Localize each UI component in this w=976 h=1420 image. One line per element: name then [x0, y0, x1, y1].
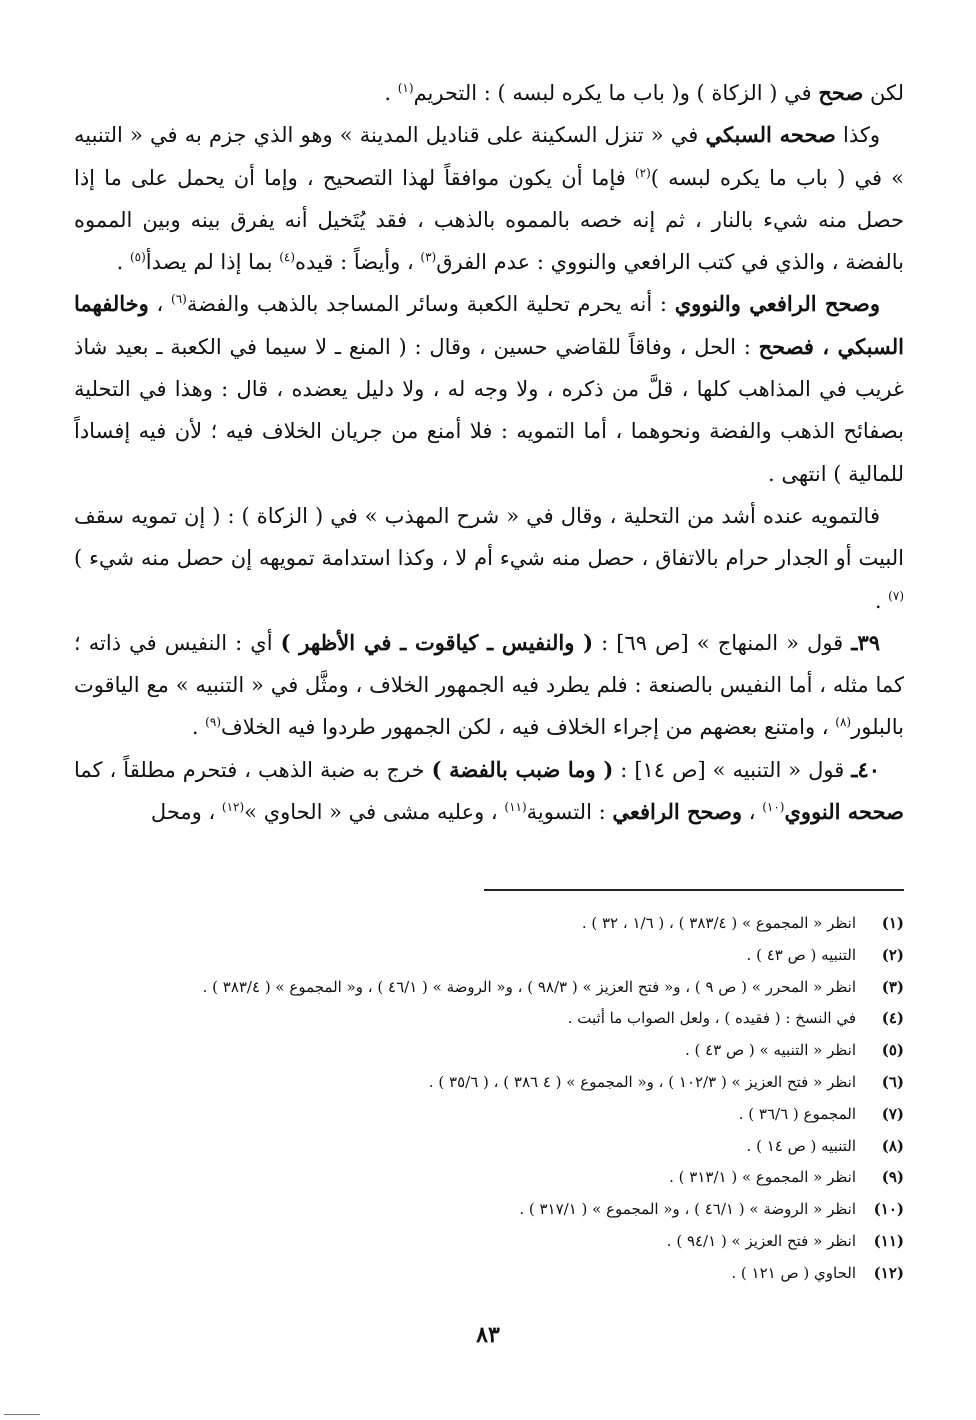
bold-text: وصحح الرافعي والنووي — [674, 291, 880, 317]
footnote-ref: (٣) — [420, 250, 437, 265]
footnote — [74, 1131, 904, 1163]
text-run: ، — [742, 800, 763, 825]
paragraph — [74, 72, 904, 114]
footnote-number: (١٢) — [873, 1263, 904, 1282]
text-run: فالتمويه عنده أشد من التحلية ، وقال في « شرح المهذب » في ( الزكاة ) : ( إن تمويه سقف البيت أو الجدار حرام بالاتفاق ، حصل منه شيء أم لا ، وكذا استدامة تمويهه إن حصل منه شيء ) — [74, 503, 904, 571]
bold-text: وخالفهما السبكي ، فصحح — [74, 291, 904, 359]
text-run: خرج به ضبة الذهب ، فتحرم مطلقاً ، كما — [74, 757, 432, 782]
text-run: ، وامتنع بعضهم من إجراء الخلاف فيه ، لكن الجمهور طردوا فيه الخلاف — [221, 715, 836, 740]
footnote — [74, 1226, 904, 1258]
text-run: ، وأيضاً : قيده — [295, 250, 421, 275]
footnote-ref: (٩) — [205, 715, 221, 730]
footnote — [74, 940, 904, 972]
bold-text: صحح — [818, 80, 864, 105]
page-number: ٨٣ — [476, 1322, 500, 1348]
footnote-text: انظر « المجموع » ( ٣١٣/١ ) . — [669, 1168, 856, 1187]
text-run: . — [384, 81, 398, 105]
footnote-text: انظر « المجموع » ( ٣٨٣/٤ ) ، ( ١/٦ ، ٣٢ ) . — [581, 914, 856, 932]
footnote-separator — [484, 889, 904, 891]
footnote-text: انظر « فتح العزيز » ( ٩٤/١ ) . — [666, 1231, 856, 1250]
footnote-number: (٤) — [881, 1009, 904, 1028]
text-run: فإما أن يكون موافقاً لهذا التصحيح ، وإما أن يحمل على ما إذا حصل منه شيء بالنار ، ثم إنه خصه بالمموه بالذهب ، فقد يُتَخيل أنه يفرق بينه وبين المموه بالفضة ، والذي في كتب الرافعي والنووي : عدم الفرق — [74, 165, 904, 275]
text-run: ، ومحل — [150, 800, 222, 825]
footnote-text: الحاوي ( ص ١٢١ ) . — [731, 1263, 856, 1282]
footnote-text: انظر « التنبيه » ( ص ٤٣ ) . — [684, 1041, 856, 1060]
footnote — [74, 1035, 904, 1067]
footnote-ref: (١٢) — [221, 800, 245, 815]
footnote — [74, 1067, 904, 1099]
paragraph — [74, 495, 904, 622]
footnote-text: التنبيه ( ص ١٤ ) . — [746, 1136, 856, 1155]
bold-text: صححه النووي — [784, 799, 904, 825]
bold-text: ٤٠ـ — [851, 756, 880, 782]
footnote — [74, 1162, 904, 1194]
footnote-number: (٧) — [881, 1104, 904, 1123]
footnote-text: انظر « الروضة » ( ٤٦/١ ) ، و« المجموع » ( ٣١٧/١ ) . — [519, 1200, 856, 1219]
footnote-text: انظر « المحرر » ( ص ٩ ) ، و« فتح العزيز » ( ٩٨/٣ ) ، و« الروضة » ( ٤٦/١ ) ، و« المجموع » ( ٣٨٣/٤ ) . — [202, 977, 856, 996]
text-run: في ( الزكاة ) و( باب ما يكره لبسه ) : التحريم — [413, 81, 819, 105]
footnote-ref: (٨) — [835, 715, 852, 730]
footnote-number: (١) — [881, 914, 904, 932]
bold-text: وصحح الرافعي — [612, 799, 743, 825]
footnote-ref: (٤) — [279, 250, 296, 265]
footnote-ref: (٥) — [129, 250, 146, 265]
text-run: قول « المنهاج » [ص ٦٩] : — [593, 630, 852, 655]
footnote-number: (١٠) — [873, 1200, 904, 1219]
bold-text: ( والنفيس ـ كياقوت ـ في الأظهر ) — [280, 629, 594, 655]
footnote-number: (٩) — [881, 1168, 904, 1187]
paragraph — [74, 622, 904, 749]
footnote-ref: (٢) — [634, 165, 651, 180]
footnotes — [74, 908, 904, 1290]
text-run: بما إذا لم يصدأ — [145, 250, 280, 275]
text-run: : الحل ، وفاقاً للقاضي حسين ، وقال : ( المنع ـ لا سيما في الكعبة ـ بعيد شاذ غريب في المذاهب كلها ، قلَّ من ذكره ، ولا وجه له ، ولا دليل يعضده ، قال : وهذا في التحلية بصفائح الذهب والفضة ونحوهما ، أما التمويه : فلا أمنع من جريان الخلاف فيه ؛ لأن فيه إفساداً للمالية ) انتهى . — [74, 334, 904, 486]
text-run: أي : النفيس في ذاته ؛ كما مثله ، أما النفيس بالصنعة : فلم يطرد فيه الجمهور الخلاف ، ومثَّل في « التنبيه » مع الياقوت بالبلور — [74, 630, 904, 740]
bold-text: صححه السبكي — [705, 122, 836, 148]
text-run: وكذا — [835, 123, 881, 148]
footnote-ref: (١) — [397, 81, 414, 95]
paragraph — [74, 749, 904, 834]
bold-text: ٣٩ـ — [851, 629, 881, 655]
text-run: لكن — [863, 81, 904, 105]
footnote-number: (٣) — [881, 977, 904, 996]
footnote-text: المجموع ( ٣٦/٦ ) . — [738, 1104, 856, 1123]
paragraph — [74, 114, 904, 283]
text-run: ، — [148, 292, 171, 317]
footnote-text: التنبيه ( ص ٤٣ ) . — [746, 945, 856, 964]
footnote — [74, 1099, 904, 1131]
footnote-ref: (١١) — [504, 800, 527, 815]
text-run: : التسوية — [526, 800, 613, 825]
footnote-number: (٨) — [881, 1136, 904, 1155]
text-run: : أنه يحرم تحلية الكعبة وسائر المساجد بالذهب والفضة — [186, 292, 675, 317]
edge-mark — [4, 1414, 40, 1415]
bold-text: ( وما ضبب بالفضة ) — [431, 756, 614, 782]
footnote-text: انظر « فتح العزيز » ( ١٠٢/٣ ) ، و« المجموع » ( ٤ ٣٨٦ ) ، ( ٣٥/٦ ) . — [428, 1072, 856, 1091]
footnote-text: في النسخ : ( فقيده ) ، ولعل الصواب ما أثبت . — [567, 1009, 856, 1028]
footnote — [74, 1258, 904, 1290]
footnote-number: (١١) — [873, 1231, 904, 1250]
text-run: قول « التنبيه » [ص ١٤] : — [613, 757, 852, 782]
footnote — [74, 1194, 904, 1226]
main-text — [74, 72, 904, 833]
text-run: . — [116, 250, 130, 275]
text-run: في « تنزل السكينة على قناديل المدينة » وهو الذي جزم به في « التنبيه » في ( باب ما يكره لبسه ) — [74, 123, 904, 190]
footnote — [74, 1003, 904, 1035]
footnote — [74, 972, 904, 1004]
footnote-number: (٥) — [881, 1041, 904, 1060]
paragraph — [74, 283, 904, 494]
text-run: . — [191, 715, 206, 740]
footnote-ref: (٧) — [888, 588, 904, 603]
text-run: . — [874, 588, 889, 613]
footnote-ref: (١٠) — [762, 800, 785, 815]
footnote-number: (٦) — [881, 1072, 904, 1091]
text-run: ، وعليه مشى في « الحاوي » — [244, 800, 505, 825]
footnote-ref: (٦) — [171, 292, 187, 307]
footnote-number: (٢) — [881, 945, 904, 964]
footnote — [74, 908, 904, 940]
